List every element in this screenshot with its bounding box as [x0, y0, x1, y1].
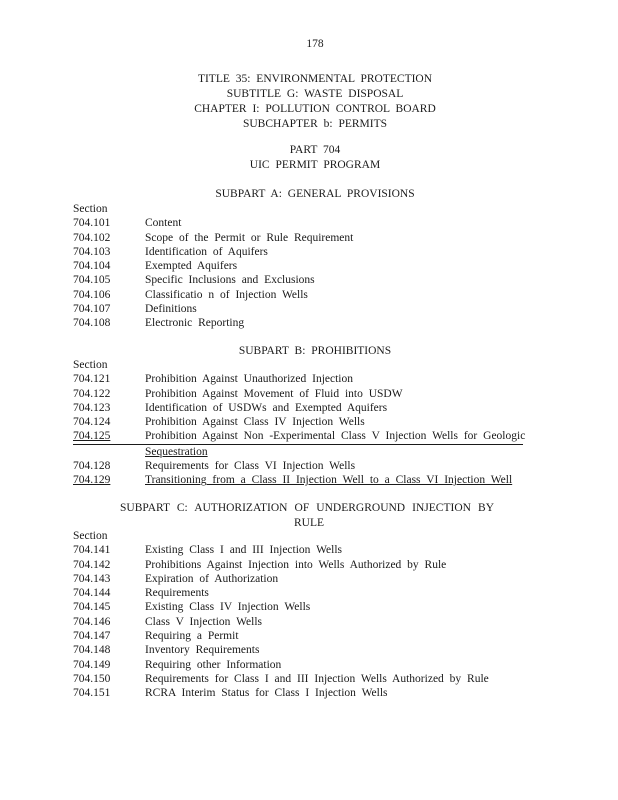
section-title: Prohibitions Against Injection into Wells Authorized by Rule: [145, 558, 447, 571]
section-row: [73, 543, 523, 557]
section-title: Prohibition Against Movement of Fluid into USDW: [145, 387, 403, 400]
section-number: 704.123: [73, 401, 111, 414]
section-title: Electronic Reporting: [145, 317, 245, 330]
subpart-c-sections: [73, 529, 523, 701]
section-title: Requirements: [145, 587, 209, 600]
section-row: [73, 459, 523, 473]
section-title: Requiring other Information: [145, 658, 282, 671]
section-row: [73, 316, 523, 330]
section-title: Specific Inclusions and Exclusions: [145, 274, 315, 287]
section-row: [73, 387, 523, 401]
section-label: Section: [73, 359, 108, 371]
section-number: 704.145: [73, 601, 111, 614]
section-title: Existing Class I and III Injection Wells: [145, 544, 342, 557]
section-row-amended: [73, 473, 513, 487]
section-number: 704.144: [73, 587, 111, 600]
part-number: PART 704: [289, 144, 341, 156]
page-number: 178: [306, 38, 324, 50]
section-title: Identification of USDWs and Exempted Aquifers: [145, 401, 388, 414]
section-row: [73, 372, 523, 386]
section-title: Exempted Aquifers: [145, 260, 238, 273]
subpart-heading: SUBPART A: GENERAL PROVISIONS: [215, 188, 415, 200]
chapter-line: CHAPTER I: POLLUTION CONTROL BOARD: [194, 103, 436, 115]
section-number: 704.143: [73, 572, 111, 585]
section-number: 704.121: [73, 373, 111, 386]
section-title: Prohibition Against Unauthorized Injection: [145, 373, 353, 386]
section-title: Prohibition Against Class IV Injection Wells: [145, 416, 365, 429]
subpart-heading-continued: RULE: [293, 516, 325, 529]
section-title: Content: [145, 217, 182, 230]
section-row: [73, 216, 523, 230]
section-number: 704.148: [73, 644, 111, 657]
section-row: [73, 259, 523, 273]
section-title: Requirements for Class VI Injection Wells: [145, 460, 356, 473]
subpart-c-heading: [120, 501, 494, 530]
title-header: [0, 72, 618, 132]
section-number: 704.147: [73, 630, 111, 643]
section-title: Identification of Aquifers: [145, 245, 268, 258]
subchapter-line: SUBCHAPTER b: PERMITS: [242, 118, 388, 130]
section-number: 704.108: [73, 317, 111, 330]
section-title: Definitions: [145, 303, 197, 316]
section-title: Requirements for Class I and III Injection Wells Authorized by Rule: [145, 672, 489, 685]
subpart-a-heading: [0, 187, 618, 202]
section-row: [73, 686, 523, 700]
section-number: 704.124: [73, 416, 111, 429]
section-title: Transitioning from a Class II Injection Well to a Class VI Injection Well: [145, 474, 513, 487]
section-label: Section: [73, 530, 108, 542]
section-number: 704.104: [73, 260, 111, 273]
subpart-a-sections: [73, 202, 523, 331]
section-row: [73, 672, 523, 686]
section-row: [73, 288, 523, 302]
section-title-continued: Sequestration: [145, 445, 208, 458]
section-row: [73, 273, 523, 287]
section-number: 704.122: [73, 387, 111, 400]
part-header: [0, 143, 618, 173]
section-number: 704.151: [73, 687, 111, 700]
section-number: 704.101: [73, 217, 111, 230]
section-title: Classificatio n of Injection Wells: [145, 288, 308, 301]
section-title-continuation: [73, 445, 523, 459]
section-number: 704.125: [73, 430, 111, 443]
subtitle-line: SUBTITLE G: WASTE DISPOSAL: [226, 88, 404, 100]
section-number: 704.102: [73, 231, 111, 244]
subpart-heading: SUBPART C: AUTHORIZATION OF UNDERGROUND INJECTION BY: [120, 502, 494, 514]
section-number: 704.141: [73, 544, 111, 557]
section-number: 704.150: [73, 672, 111, 685]
section-row: [73, 586, 523, 600]
part-name: UIC PERMIT PROGRAM: [249, 159, 381, 171]
section-number: 704.103: [73, 245, 111, 258]
subpart-b-sections: [73, 358, 526, 488]
section-number: 704.128: [73, 460, 111, 473]
section-title: Requiring a Permit: [145, 630, 239, 643]
section-number: 704.146: [73, 615, 111, 628]
section-number: 704.129: [73, 474, 111, 487]
section-number: 704.107: [73, 303, 111, 316]
section-label: Section: [73, 203, 108, 215]
section-number: 704.142: [73, 558, 111, 571]
section-title: Class V Injection Wells: [145, 615, 263, 628]
section-row: [73, 629, 523, 643]
section-number: 704.106: [73, 288, 111, 301]
section-row: [73, 572, 523, 586]
section-title: Scope of the Permit or Rule Requirement: [145, 231, 354, 244]
section-number: 704.149: [73, 658, 111, 671]
section-title: Expiration of Authorization: [145, 572, 279, 585]
section-title: Existing Class IV Injection Wells: [145, 601, 311, 614]
section-title: RCRA Interim Status for Class I Injection Wells: [145, 687, 388, 700]
section-title: Inventory Requirements: [145, 644, 260, 657]
section-row: [73, 658, 523, 672]
section-row: [73, 600, 523, 614]
section-row: [73, 558, 523, 572]
subpart-heading: SUBPART B: PROHIBITIONS: [238, 345, 392, 357]
section-row: [73, 231, 523, 245]
section-number: 704.105: [73, 274, 111, 287]
section-row: [73, 615, 523, 629]
subpart-b-heading: [0, 344, 618, 359]
section-title: Prohibition Against Non -Experimental Class V Injection Wells for Geologic: [145, 430, 526, 443]
section-row: [73, 401, 523, 415]
section-row-amended: [73, 429, 526, 444]
section-row: [73, 245, 523, 259]
section-row: [73, 415, 523, 429]
section-row: [73, 302, 523, 316]
title-line: TITLE 35: ENVIRONMENTAL PROTECTION: [197, 73, 433, 85]
section-row: [73, 643, 523, 657]
